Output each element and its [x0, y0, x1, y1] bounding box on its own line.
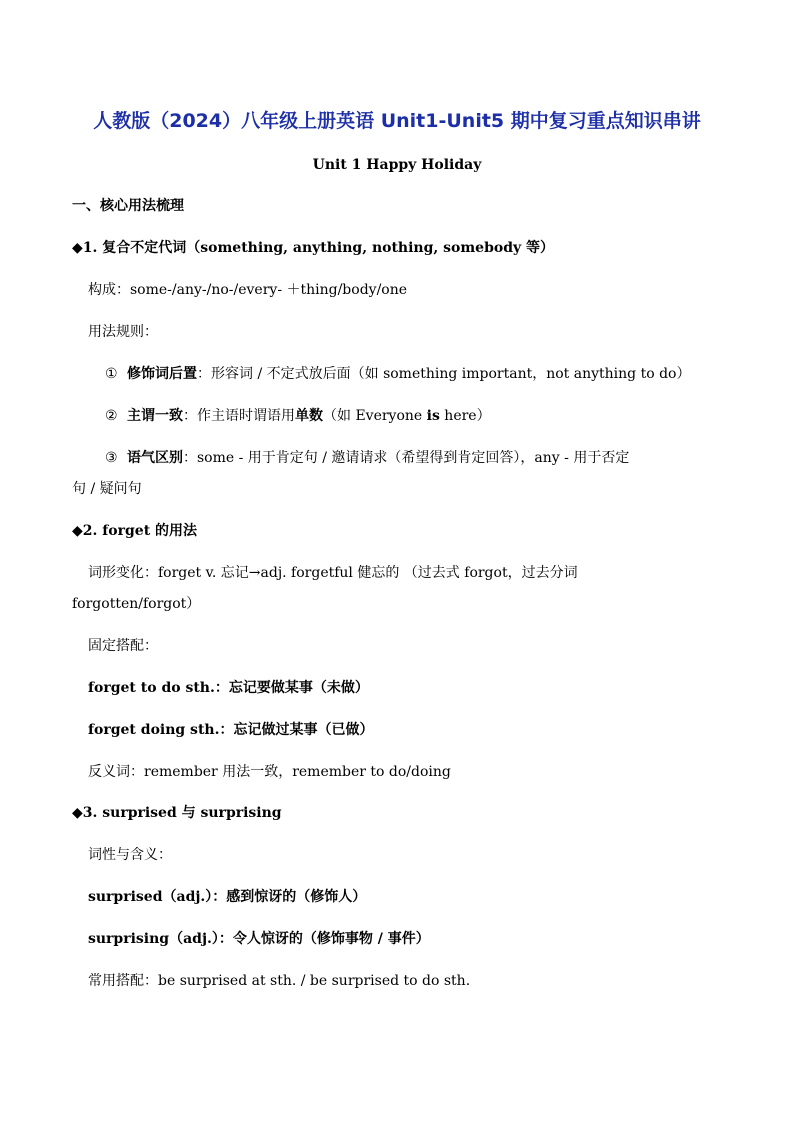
structure-line: 构成：some-/any-/no-/every- ＋thing/body/one	[88, 282, 408, 298]
section-heading: 一、核心用法梳理	[72, 198, 184, 214]
document-title: 人教版（2024）八年级上册英语 Unit1-Unit5 期中复习重点知识串讲	[93, 110, 701, 132]
rule-2-is: is	[426, 408, 440, 424]
rule-3-key: 语气区别	[127, 450, 183, 466]
rule-3-text: ：some - 用于肯定句 / 邀请请求（希望得到肯定回答），any - 用于否定	[183, 450, 630, 466]
rule-2-example: （如 Everyone	[323, 408, 427, 424]
rules-label: 用法规则：	[88, 324, 158, 340]
item2-heading: ◆2. forget 的用法	[72, 523, 198, 539]
rule-2-number: ②	[105, 408, 118, 424]
morph-line-2: forgotten/forgot）	[72, 596, 201, 612]
item1-heading: ◆1. 复合不定代词（something, anything, nothing, somebody 等）	[72, 240, 555, 256]
rule-1-key: 修饰词后置	[127, 366, 197, 382]
rule-2-end: here）	[439, 408, 491, 424]
rule-2-text: ：作主语时谓语用	[183, 408, 295, 424]
morph-line-1: 词形变化：forget v. 忘记→adj. forgetful 健忘的 （过去式 forgot，过去分词	[88, 565, 578, 581]
rule-1-text: ：形容词 / 不定式放后面（如 something important，not anything to do）	[197, 366, 691, 382]
antonym-line: 反义词：remember 用法一致，remember to do/doing	[88, 764, 451, 780]
definition-2: surprising（adj.）：令人惊讶的（修饰事物 / 事件）	[88, 931, 430, 947]
phrase-1: forget to do sth.：忘记要做某事（未做）	[88, 680, 369, 696]
unit-title: Unit 1 Happy Holiday	[312, 157, 482, 173]
collocation-line: 常用搭配：be surprised at sth. / be surprised to do sth.	[88, 973, 471, 989]
rule-2-key2: 单数	[295, 408, 323, 424]
pos-label: 词性与含义：	[88, 847, 172, 863]
phrase-2: forget doing sth.：忘记做过某事（已做）	[88, 722, 374, 738]
item3-heading: ◆3. surprised 与 surprising	[72, 805, 282, 821]
rule-1	[105, 364, 690, 384]
definition-1: surprised（adj.）：感到惊讶的（修饰人）	[88, 889, 367, 905]
rule-2-key: 主谓一致	[127, 408, 183, 424]
rule-3	[105, 448, 629, 468]
phrases-label: 固定搭配：	[88, 638, 158, 654]
rule-2	[105, 406, 491, 426]
rule-3-number: ③	[105, 450, 118, 466]
rule-3-continuation: 句 / 疑问句	[72, 481, 142, 497]
rule-1-number: ①	[105, 366, 118, 382]
